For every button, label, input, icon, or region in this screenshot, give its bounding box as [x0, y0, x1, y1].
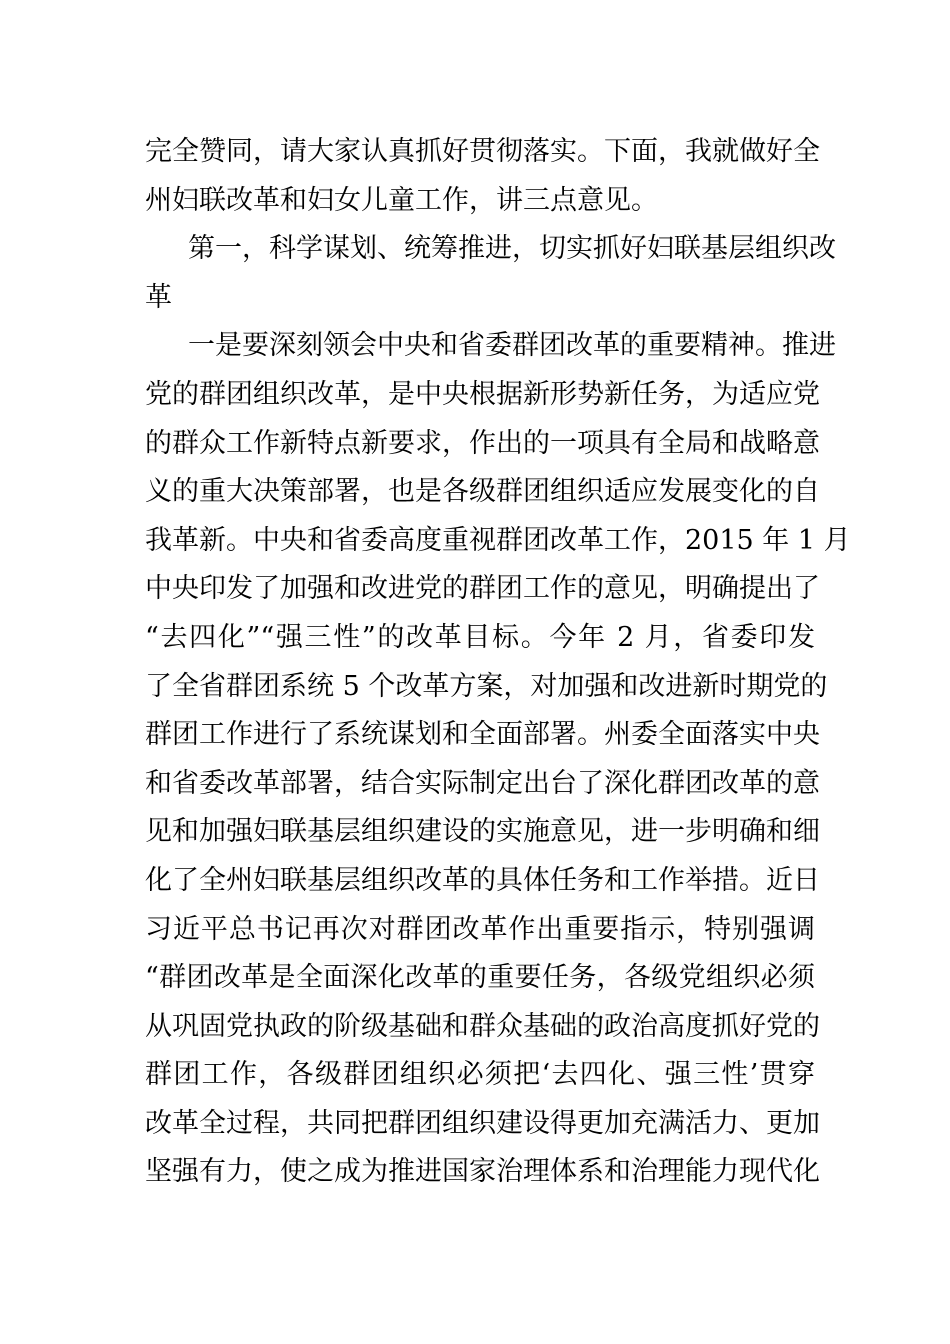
- text-line: 州妇联改革和妇女儿童工作，讲三点意见。: [145, 184, 658, 216]
- text-line: 习近平总书记再次对群团改革作出重要指示，特别强调: [145, 913, 815, 945]
- text-line: 我革新。中央和省委高度重视群团改革工作，2015 年 1 月: [145, 524, 851, 556]
- text-line: 化了全州妇联基层组织改革的具体任务和工作举措。近日: [145, 864, 820, 896]
- text-line: 坚强有力，使之成为推进国家治理体系和治理能力现代化: [145, 1156, 820, 1188]
- text-line: 见和加强妇联基层组织建设的实施意见，进一步明确和细: [145, 816, 820, 848]
- text-line: 改革全过程，共同把群团组织建设得更加充满活力、更加: [145, 1107, 820, 1139]
- text-line: 中央印发了加强和改进党的群团工作的意见，明确提出了: [145, 573, 820, 605]
- text-line: 群团工作，各级群团组织必须把‘去四化、强三性’贯穿: [145, 1059, 815, 1091]
- text-line: “群团改革是全面深化改革的重要任务，各级党组织必须: [145, 962, 815, 994]
- text-line: 一是要深刻领会中央和省委群团改革的重要精神。推进: [188, 330, 836, 362]
- section-heading-line: 革: [145, 281, 172, 313]
- text-line: 和省委改革部署，结合实际制定出台了深化群团改革的意: [145, 767, 820, 799]
- text-line: “去四化”“强三性”的改革目标。今年 2 月，省委印发: [145, 621, 815, 653]
- section-heading-line: 第一，科学谋划、统筹推进，切实抓好妇联基层组织改: [188, 233, 836, 265]
- text-line: 了全省群团系统 5 个改革方案，对加强和改进新时期党的: [145, 670, 828, 702]
- text-line: 群团工作进行了系统谋划和全面部署。州委全面落实中央: [145, 719, 820, 751]
- text-line: 完全赞同，请大家认真抓好贯彻落实。下面，我就做好全: [145, 136, 820, 167]
- text-line: 从巩固党执政的阶级基础和群众基础的政治高度抓好党的: [145, 1010, 820, 1042]
- text-line: 党的群团组织改革，是中央根据新形势新任务，为适应党: [145, 378, 820, 410]
- body-text: [145, 128, 851, 1197]
- text-line: 义的重大决策部署，也是各级群团组织适应发展变化的自: [145, 476, 820, 508]
- text-line: 的群众工作新特点新要求，作出的一项具有全局和战略意: [145, 427, 820, 459]
